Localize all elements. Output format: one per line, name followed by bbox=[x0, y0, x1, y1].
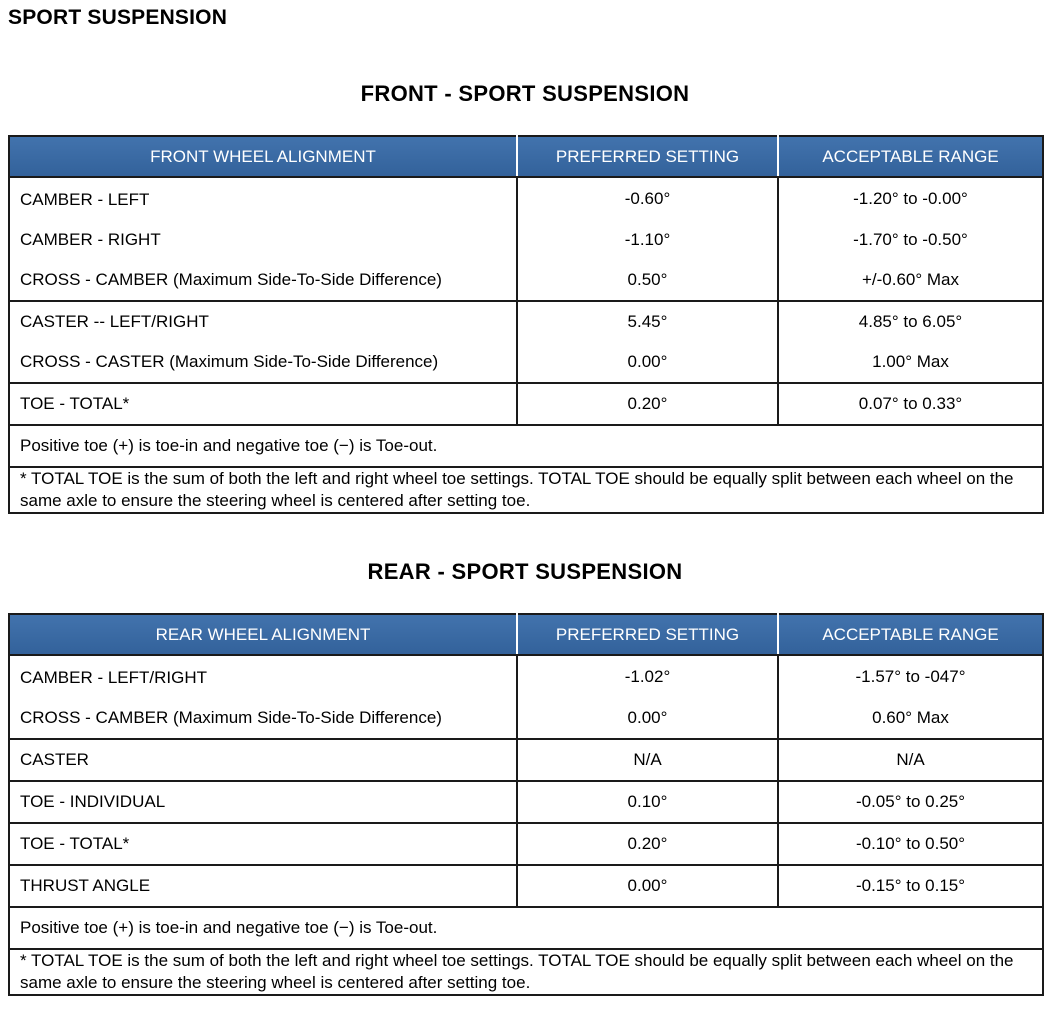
table-footnote-row bbox=[9, 949, 1043, 995]
row-label: CROSS - CAMBER (Maximum Side-To-Side Difference) bbox=[9, 260, 517, 301]
table-row bbox=[9, 823, 1043, 865]
table-row bbox=[9, 301, 1043, 342]
range-value: -0.10° to 0.50° bbox=[778, 823, 1043, 865]
table-row bbox=[9, 739, 1043, 781]
preferred-value: 0.10° bbox=[517, 781, 778, 823]
range-value: N/A bbox=[778, 739, 1043, 781]
preferred-value: 0.00° bbox=[517, 698, 778, 739]
rear-alignment-table bbox=[8, 613, 1044, 996]
row-label: TOE - INDIVIDUAL bbox=[9, 781, 517, 823]
preferred-value: 0.00° bbox=[517, 865, 778, 907]
table-header-row bbox=[9, 136, 1043, 177]
row-label: CAMBER - LEFT bbox=[9, 177, 517, 220]
range-value: -0.05° to 0.25° bbox=[778, 781, 1043, 823]
table-footnote-row bbox=[9, 467, 1043, 513]
range-value: 4.85° to 6.05° bbox=[778, 301, 1043, 342]
preferred-value: -0.60° bbox=[517, 177, 778, 220]
column-header-preferred: PREFERRED SETTING bbox=[517, 136, 778, 177]
table-row bbox=[9, 342, 1043, 383]
preferred-value: 0.50° bbox=[517, 260, 778, 301]
row-label: CAMBER - LEFT/RIGHT bbox=[9, 655, 517, 698]
row-label: CAMBER - RIGHT bbox=[9, 220, 517, 260]
table-row bbox=[9, 655, 1043, 698]
column-header-alignment: REAR WHEEL ALIGNMENT bbox=[9, 614, 517, 655]
total-toe-footnote: * TOTAL TOE is the sum of both the left and right wheel toe settings. TOTAL TOE should be equally split between each wheel on the same axle to ensure the steering wheel is centered after setting toe. bbox=[9, 949, 1043, 995]
preferred-value: N/A bbox=[517, 739, 778, 781]
toe-sign-note: Positive toe (+) is toe-in and negative toe (−) is Toe-out. bbox=[9, 907, 1043, 949]
preferred-value: 0.20° bbox=[517, 823, 778, 865]
table-row bbox=[9, 865, 1043, 907]
preferred-value: 0.00° bbox=[517, 342, 778, 383]
range-value: 0.07° to 0.33° bbox=[778, 383, 1043, 425]
range-value: -1.70° to -0.50° bbox=[778, 220, 1043, 260]
column-header-range: ACCEPTABLE RANGE bbox=[778, 136, 1043, 177]
table-row bbox=[9, 698, 1043, 739]
row-label: CASTER bbox=[9, 739, 517, 781]
rear-section-title: REAR - SPORT SUSPENSION bbox=[367, 559, 683, 584]
table-row bbox=[9, 781, 1043, 823]
range-value: -0.15° to 0.15° bbox=[778, 865, 1043, 907]
preferred-value: 0.20° bbox=[517, 383, 778, 425]
row-label: CROSS - CASTER (Maximum Side-To-Side Difference) bbox=[9, 342, 517, 383]
table-row bbox=[9, 260, 1043, 301]
table-row bbox=[9, 383, 1043, 425]
range-value: +/-0.60° Max bbox=[778, 260, 1043, 301]
page-title: SPORT SUSPENSION bbox=[8, 6, 228, 29]
table-note-row bbox=[9, 907, 1043, 949]
row-label: CASTER -- LEFT/RIGHT bbox=[9, 301, 517, 342]
preferred-value: -1.10° bbox=[517, 220, 778, 260]
row-label: CROSS - CAMBER (Maximum Side-To-Side Difference) bbox=[9, 698, 517, 739]
front-alignment-table bbox=[8, 135, 1044, 514]
preferred-value: 5.45° bbox=[517, 301, 778, 342]
table-row bbox=[9, 220, 1043, 260]
table-note-row bbox=[9, 425, 1043, 467]
preferred-value: -1.02° bbox=[517, 655, 778, 698]
column-header-range: ACCEPTABLE RANGE bbox=[778, 614, 1043, 655]
row-label: THRUST ANGLE bbox=[9, 865, 517, 907]
range-value: 1.00° Max bbox=[778, 342, 1043, 383]
range-value: -1.57° to -047° bbox=[778, 655, 1043, 698]
range-value: 0.60° Max bbox=[778, 698, 1043, 739]
range-value: -1.20° to -0.00° bbox=[778, 177, 1043, 220]
total-toe-footnote: * TOTAL TOE is the sum of both the left and right wheel toe settings. TOTAL TOE should be equally split between each wheel on the same axle to ensure the steering wheel is centered after setting toe. bbox=[9, 467, 1043, 513]
table-row bbox=[9, 177, 1043, 220]
row-label: TOE - TOTAL* bbox=[9, 383, 517, 425]
row-label: TOE - TOTAL* bbox=[9, 823, 517, 865]
toe-sign-note: Positive toe (+) is toe-in and negative toe (−) is Toe-out. bbox=[9, 425, 1043, 467]
front-section-title: FRONT - SPORT SUSPENSION bbox=[360, 81, 690, 106]
column-header-alignment: FRONT WHEEL ALIGNMENT bbox=[9, 136, 517, 177]
table-header-row bbox=[9, 614, 1043, 655]
column-header-preferred: PREFERRED SETTING bbox=[517, 614, 778, 655]
